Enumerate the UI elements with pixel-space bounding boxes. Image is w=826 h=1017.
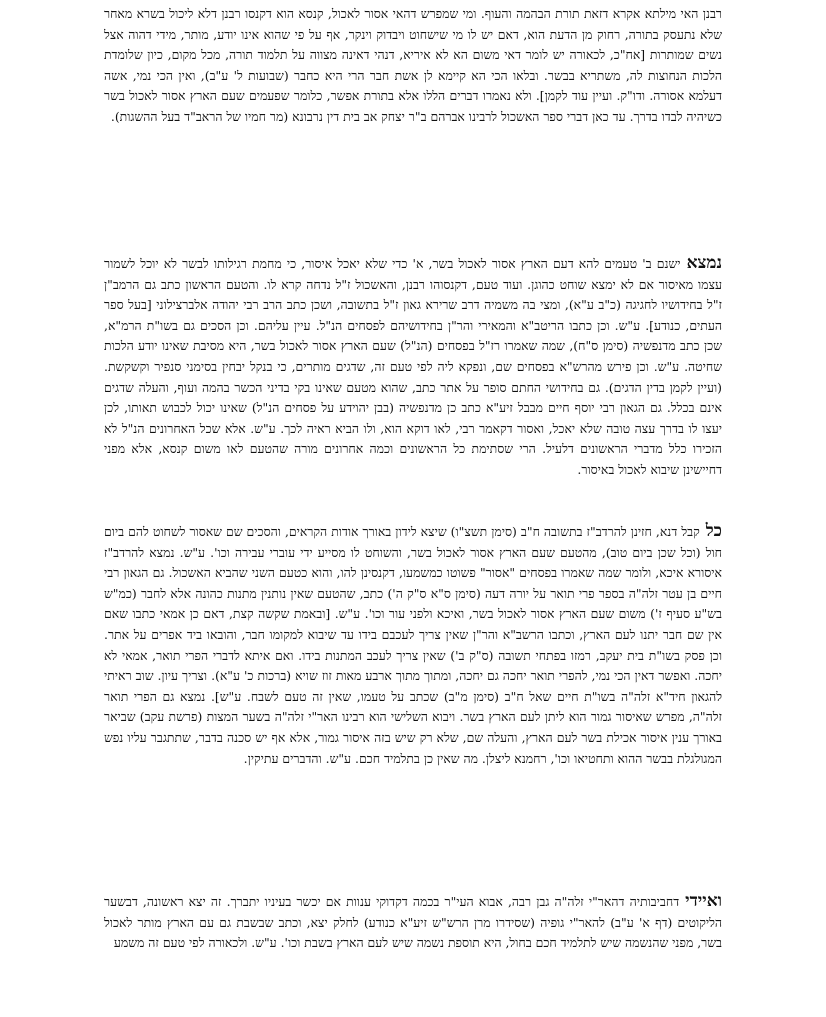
paragraph-1 xyxy=(104,4,722,128)
paragraph-3 xyxy=(104,521,722,769)
paragraph-2-text: ישנם ב' טעמים להא דעם הארץ אסור לאכול בשר, א' כדי שלא יאכל איסור, כי מחמת רגילותו לבשר לא יוכל לשמור עצמו מאיסור אם לא ימצא שוחט כהוגן. ועוד טעם, דקנסוהו רבנן, והאשכול ז"ל נדחה קרא לו. והטעם הראשון כתב גם הרמב"ן ז"ל בחידושיו לחגיגה (כ"ב ע"א), ומצי בה משמיה דרב שרירא גאון ז"ל בתשובה, ושכן כתב הרב רבי יהודה אלברצילוני [בעל ספר העתים, כנודע]. ע"ש. וכן כתבו הריטב"א והמאירי והר"ן בחידושיהם לפסחים הנ"ל. עיין עליהם. וכן הסכים גם בשו"ת הרמ"א, שכן כתב מדנפשיה (סימן ס"ח), שמה שאמרו רז"ל בפסחים (הנ"ל) שעם הארץ אסור לאכול בשר, היא מסיבת שאינו יודע הלכות שחיטה. ע"ש. וכן פירש מהרש"א בפסחים שם, ונפקא ליה לפי טעם זה, שדגים מותרים, כי בנקל יבחין בסימני סנפיר וקשקשת. (ועיין לקמן בדין הדגים). גם בחידושי החתם סופר על אתר כתב, שהוא מטעם שאינו בקי בדיני הכשר בהמה ועוף, והעלה שדגים אינם בכלל. גם הגאון רבי יוסף חיים מבבל זיע"א כתב כן מדנפשיה (בבן יהוידע על פסחים הנ"ל) שאינו יכול לכבוש תאותו, לכן יעצו לו בדרך עצה טובה שלא יאכל, ואסור דקאמר רבי, לאו דוקא הוא, ולו הביא ראיה לכך. ע"ש. אלא שכל האחרונים הנ"ל לא הזכירו כלל מדברי הראשונים דלעיל. הרי שסתימת כל הראשונים וכמה אחרונים מורה שהטעם לאו משום קנסא, אלא מפני דחיישינן שיבוא לאכול באיסור. xyxy=(104,256,722,477)
paragraph-1-text: רבנן האי מילתא אקרא דזאת תורת הבהמה והעוף. ומי שמפרש דהאי אסור לאכול, קנסא הוא דקנסו רבנן דלא ליכול בשרא מאחר שלא נתעסק בתורה, רחוק מן הדעת הוא, דאם יש לו מי שישחוט ויבדוק וינקר, אף על פי שהוא אינו יודע, מותר, מידי דהוה אצל נשים שמותרות [אח"כ, לכאורה יש לומר דאי משום הא לא איריא, דנהי דאינה מצווה על תלמוד תורה, מכל מקום, כיון שלומדת הלכות הנחוצות לה, משתריא בבשר. ובלאו הכי הא קיימא לן אשת חבר הרי היא כחבר (שבועות ל' ע"ב), ואין הכי נמי, אשה דעלמא אסורה. ודו"ק. ועיין עוד לקמן]. ולא נאמרו דברים הללו אלא בתורת אפשר, כלומר שפעמים שעם הארץ אסור לאכול בשר כשיהיה לבדו בדרך. עד כאן דברי ספר האשכול לרבינו אברהם ב"ר יצחק אב בית דין נרבונא (מר חמיו של הראב"ד בעל ההשגות). xyxy=(104,6,722,124)
paragraph-4-lead-word: ואיידי xyxy=(685,891,722,911)
paragraph-4 xyxy=(104,891,722,954)
document-page xyxy=(104,0,722,1017)
paragraph-3-text: קבל דנא, חזינן להרדב"ז בתשובה ח"ב (סימן תשצ"ו) שיצא לידון באורך אודות הקראים, והסכים שם שאסור לשחוט להם ביום חול (וכל שכן ביום טוב), מהטעם שעם הארץ אסור לאכול בשר, והשוחט לו מסייע ידי עוברי עבירה וכו'. ע"ש. נמצא להרדב"ז איסורא איכא, ולומר שמה שאמרו בפסחים "אסור" פשוטו כמשמעו, דקנסינן להו, והוא כטעם השני שהביא האשכול. גם הגאון רבי חיים בן עטר זלה"ה בספר פרי תואר על יורה דעה (סימן ס"א ס"ק ה') כתב, שהטעם שאין נותנין מתנות כהונה אלא לחבר (כמ"ש בש"ע סעיף ז') משום שעם הארץ אסור לאכול בשר, ואיכא ולפני עור וכו'. ע"ש. [ובאמת שקשה קצת, דאם כן אמאי כתבו שאם אין שם חבר יתנו לעם הארץ, וכתבו הרשב"א והר"ן שאין צריך לעכבם בידו עד שיבוא למקומו חבר, והובאו ביד אפרים על אתר. וכן פסק בשו"ת בית יעקב, רמזו בפתחי תשובה (ס"ק ב') שאין צריך לעכב המתנות בידו. ואם איתא לדברי הפרי תואר, אמאי לא יחכה. ואפשר דאין הכי נמי, להפרי תואר יחכה גם יחכה, ומתוך מתוך ארבע מאות זוז שויא (ברכות כ' ע"א). וצריך עיון. שוב ראיתי להגאון חיד"א זלה"ה בשו"ת חיים שאל ח"ב (סימן מ"ב) שכתב על טעמו, שאין זה טעם לשבח. ע"ש]. נמצא גם הפרי תואר זלה"ה, מפרש שאיסור גמור הוא ליתן לעם הארץ בשר. ויבוא השלישי הוא רבינו האר"י זלה"ה בשער המצות (פרשת עקב) שביאר באורך ענין איסור אכילת בשר לעם הארץ, והעלה שם, שלא רק שיש בזה איסור גמור, אלא אף יש סכנה בדבר, שתתגבר עליו נפש המגולגלת בבשר ההוא ותחטיאו וכו', רחמנא ליצלן. מה שאין כן בתלמיד חכם. ע"ש. והדברים עתיקין. xyxy=(104,524,722,766)
paragraph-3-lead-word: כל xyxy=(705,521,722,541)
paragraph-2-lead-word: נמצא xyxy=(686,253,722,273)
paragraph-2 xyxy=(104,253,722,481)
paragraph-4-text: דחביבותיה דהאר"י זלה"ה גבן רבה, אבוא העי"ר בכמה דקדוקי ענוות אם יכשר בעיניו יתברך. זה יצא ראשונה, דבשער הליקוטים (דף א' ע"ב) להאר"י גופיה (שסידרו מרן הרש"ש זיע"א כנודע) לחלק יצא, וכתב שבשבת גם עם הארץ מותר לאכול בשר, מפני שהנשמה שיש לתלמיד חכם בחול, היא תוספת נשמה שיש לעם הארץ בשבת וכו'. ע"ש. ולכאורה לפי טעם זה משמע xyxy=(104,894,722,951)
